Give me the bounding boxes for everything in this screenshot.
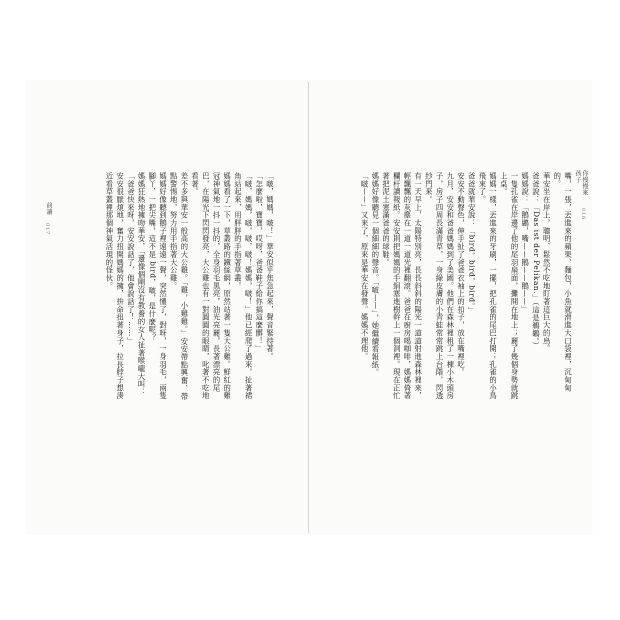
running-head-title: 孩子 bbox=[574, 170, 581, 183]
paragraph: 一隻孔雀在岸邊了他的尾羽扇面，攤開在地上；麗了幾個身勢就跳上桌。 bbox=[499, 172, 520, 400]
paragraph: 爸爸就華安說：「bird，bird，bird。」 bbox=[467, 172, 477, 315]
page-number: 016 bbox=[580, 208, 586, 220]
paragraph: 媽媽好像聽到鵝子裡遠遠一聲，突然懂了，對呀，一身羽毛，兩隻腳丫，一把尖嘴，這不是 bird，啵，是什麼呢？ bbox=[148, 172, 168, 400]
running-head: 前讀 bbox=[45, 202, 52, 215]
paragraph: 「啵，媽媽，啵！」華安似乎焦急起來，聲音緊持著。 bbox=[266, 172, 275, 361]
paragraph: 「啵，媽媽，啵，啵，啵！媽媽，啵！」他已經爬了過來，扯著裙角站起來，用胖胖的手指著草叢。 bbox=[233, 172, 254, 400]
running-head-subtitle: 你慢慢來 bbox=[581, 170, 588, 196]
paragraph: 媽媽好像聽見一個細細的聲音。「啵——」，她繼續看報紙。 bbox=[371, 172, 381, 377]
paragraph: 嘴，一張，丟進來的蘋果、麵包，小魚就滑進大口袋裡，沉甸甸的。 bbox=[553, 172, 573, 392]
paragraph: 差不多與華安一般高的大公雞。「雞，小雞雞。」安安帶點興奮、帶點警惕地，努力用手指著大公雞。 bbox=[169, 172, 190, 401]
paragraph: 「啵——」又來了，原來是華安在發聲。媽媽不理他。 bbox=[360, 172, 370, 361]
paragraph: 有一天早上，太陽特別亮，長長斜斜的陽光一道道射進森林裡來，輕飄飄的灰塵在一道一道光裡翻滾。爸爸在廚房喝咖啡，媽媽倚著欄杆讀報紙。安安則把媽媽的手絹塞進樹幹上一個洞裡。現在正忙著把泥土塞滿爸爸的球鞋。 bbox=[382, 172, 424, 400]
paragraph: 九月，安安和爸爸媽媽到了美國。他們在森林裡租了一棟小木頭房子，房子四周長滿青草，一身綠皮膚的小青蛙常常跳上台階，閃透紗門來。 bbox=[424, 172, 456, 400]
right-page bbox=[309, 80, 593, 535]
left-page bbox=[26, 80, 309, 535]
paragraph: 媽媽一樣，丟進來的牙刷，一擺，把孔雀的尾巴打開；孔雀的小鳥飛來了。 bbox=[478, 172, 499, 400]
left-page-body bbox=[47, 172, 275, 402]
paragraph: 媽媽說：「鵝鶘，嘴——鵝——鵝——」 bbox=[521, 172, 531, 314]
paragraph: 安安不動聲色，伸手扯了爸爸衣袖上的扣子，放在嘴裡吃。 bbox=[456, 172, 466, 377]
paragraph: 爸爸說：「Das ist der Pelikan.」（這是鵜鶘。） bbox=[531, 172, 541, 350]
page-number: 017 bbox=[44, 223, 50, 235]
paragraph: 華安坐在岸上，聰明、鬆然不吃地盯著這巨大的鳥。 bbox=[542, 172, 552, 353]
paragraph: 「怎麼啦，寶寶，哎呀，爸爸鞋子給你搞這麼髒！」 bbox=[255, 172, 265, 353]
paragraph: 安安很厭煩地，奮力扭開媽媽的擁，拚命扭著身子，拉長脖子想湊近看草叢裡那個神氣活現的怪伙。 bbox=[105, 172, 126, 400]
paragraph: 媽媽看了一下，草叢路的鐵絲網，原然站著一隻大公雞。鮮紅的雞冠神氣地一抖一抖的，全身羽毛黑亮，油光亮麗，長著漂亮的尾巴，在陽光下閃閃發亮，大公雞也有一對圓圓的眼睛，叱著不吃地看著。 bbox=[191, 172, 233, 400]
paragraph: 媽媽狂熱地擁吻華安，「邊像個剛沒有教養的女人扯著喉嚨大叫：「爸爸快來呀，安安說話了，他會說話了！……」 bbox=[126, 172, 147, 396]
right-page-body bbox=[323, 172, 573, 402]
